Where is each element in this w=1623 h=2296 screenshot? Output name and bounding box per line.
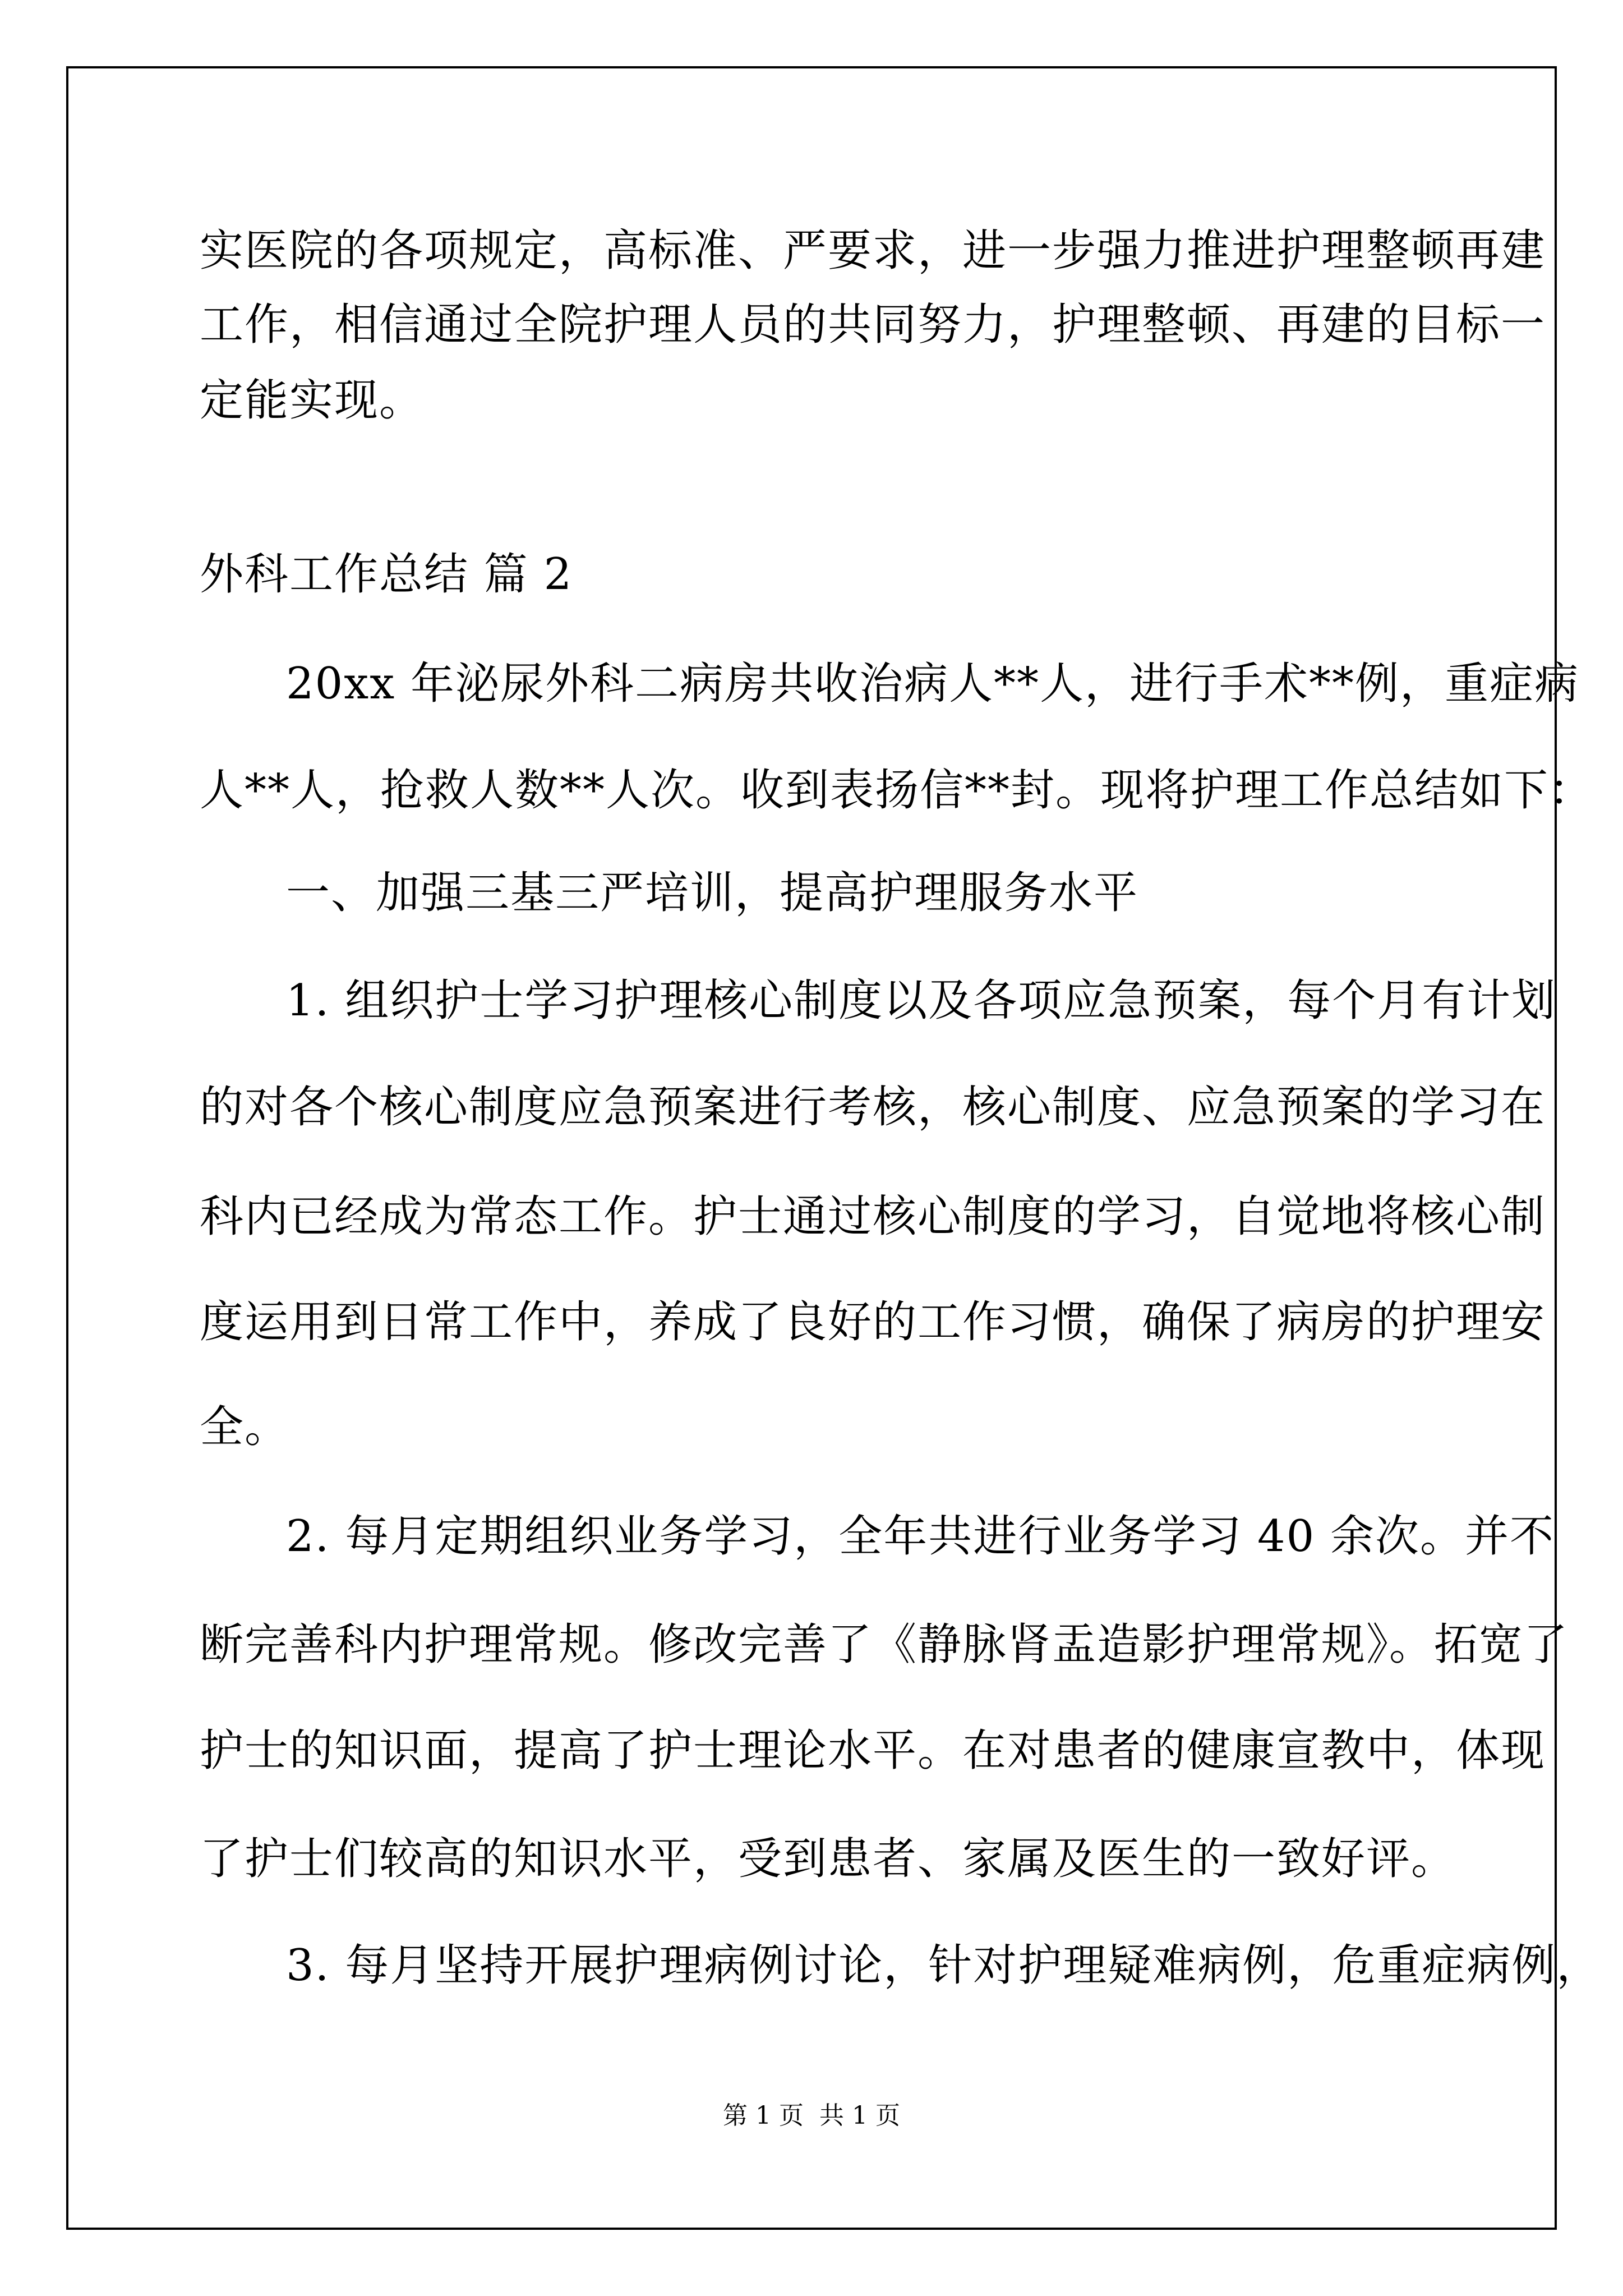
body-line-11: 度运用到日常工作中，养成了良好的工作习惯，确保了病房的护理安 (200, 1297, 1546, 1347)
body-line-16: 了护士们较高的知识水平，受到患者、家属及医生的一致好评。 (200, 1834, 1456, 1884)
body-line-1: 实医院的各项规定，高标准、严要求，进一步强力推进护理整顿再建 (200, 226, 1546, 276)
body-line-12: 全。 (200, 1402, 290, 1452)
body-line-8: 1. 组织护士学习护理核心制度以及各项应急预案，每个月有计划 (286, 976, 1557, 1026)
body-line-5: 20xx 年泌尿外科二病房共收治病人**人，进行手术**例，重症病 (286, 659, 1580, 709)
subheading-1: 一、加强三基三严培训，提高护理服务水平 (286, 868, 1139, 918)
body-line-2: 工作，相信通过全院护理人员的共同努力，护理整顿、再建的目标一 (200, 300, 1546, 350)
body-line-17: 3. 每月坚持开展护理病例讨论，针对护理疑难病例，危重症病例， (286, 1940, 1602, 1991)
page-footer: 第 1 页 共 1 页 (723, 2101, 900, 2130)
body-line-3: 定能实现。 (200, 375, 425, 426)
body-line-13: 2. 每月定期组织业务学习，全年共进行业务学习 40 余次。并不 (286, 1511, 1555, 1562)
body-line-15: 护士的知识面，提高了护士理论水平。在对患者的健康宣教中，体现 (200, 1726, 1546, 1776)
body-line-6: 人**人，抢救人数**人次。收到表扬信**封。现将护理工作总结如下： (200, 765, 1594, 816)
body-line-14: 断完善科内护理常规。修改完善了《静脉肾盂造影护理常规》。拓宽了 (200, 1619, 1569, 1670)
body-line-10: 科内已经成为常态工作。护士通过核心制度的学习，自觉地将核心制 (200, 1191, 1546, 1242)
body-line-9: 的对各个核心制度应急预案进行考核，核心制度、应急预案的学习在 (200, 1082, 1546, 1133)
section-heading: 外科工作总结 篇 2 (200, 549, 573, 600)
